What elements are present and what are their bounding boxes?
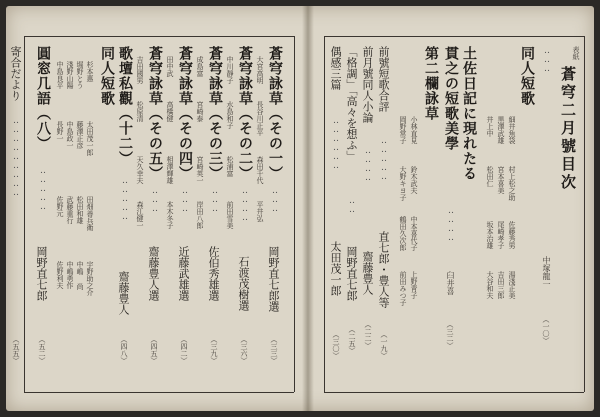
dojin-member: 田畑善兵衛 — [86, 196, 94, 231]
review-dots: ‥‥‥‥‥‥ — [331, 116, 341, 170]
eiso-name: 岸田八郎 — [196, 201, 204, 229]
review-author: 岡野直七郎 — [345, 246, 358, 301]
cover-pageno: （一〇） — [542, 316, 550, 344]
eiso-author: 石渡茂樹選 — [237, 256, 250, 311]
bottom-rule — [24, 392, 294, 393]
review-dots: ‥‥ — [347, 196, 357, 214]
dojin-member: 佐野利夫 — [56, 261, 64, 289]
eiso-pageno: （三九） — [210, 336, 218, 364]
eiso-name: 前田雪美 — [226, 201, 234, 229]
eiso-name: 田中武 — [166, 56, 174, 77]
review-title: 偶感三篇 — [329, 46, 342, 90]
top-rule — [324, 36, 584, 37]
right-page — [314, 6, 594, 411]
eiso-title: 蒼穹詠草（その一） — [267, 46, 283, 181]
dojin-member: 淺野山陽 — [66, 61, 74, 89]
eiso-name: 大宮高明 — [256, 56, 264, 84]
daini-member: 大野キヨ子 — [399, 166, 407, 201]
eiso-dots: ‥‥‥ — [180, 186, 190, 213]
eiso-name: 長谷川正平 — [256, 101, 264, 136]
daini-member: 前田みつ子 — [399, 271, 407, 306]
review-dots: ‥‥‥‥‥ — [379, 136, 389, 181]
eiso-pageno: （四五） — [150, 336, 158, 364]
eiso-name: 宮崎泰 — [196, 101, 204, 122]
dojin-member: 吉田三郎 — [497, 271, 505, 299]
eiso-name: 天久幸夫 — [136, 156, 144, 184]
essay-title-line1: 土佐日記に現れたる — [461, 46, 477, 181]
review-pageno: （三〇） — [332, 331, 340, 359]
page-title: 蒼穹二月號目次 — [559, 66, 577, 192]
eiso-name: 松浦富 — [226, 156, 234, 177]
eiso-dots: ‥‥‥ — [270, 186, 280, 213]
eiso-author: 齋藤豊人選 — [147, 246, 160, 301]
book-gutter — [302, 6, 314, 411]
dojin-member: 中島政一 — [66, 121, 74, 149]
dojin-member: 堀野とう — [76, 61, 84, 89]
left-page — [6, 6, 302, 411]
dojin-member: 松田和雄 — [76, 196, 84, 224]
cover-dots: ‥‥‥ — [542, 46, 552, 73]
eiso-author: 佐伯秀雄選 — [207, 246, 220, 301]
dojin-member: 宇野助之介 — [86, 261, 94, 296]
cover-author: 中塚龍一 — [542, 256, 551, 288]
dojin-member: 佐藤秀男 — [508, 221, 516, 249]
dojin-member: 長野一 — [56, 121, 64, 142]
eiso-name: 松原清 — [136, 101, 144, 122]
eiso-title: 蒼穹詠草（その三） — [207, 46, 223, 181]
dojin-member: 中島良平 — [56, 61, 64, 89]
dojin-tanka-heading: 同人短歌 — [99, 46, 115, 106]
eiso-name: 中川靜子 — [226, 56, 234, 84]
cover-label: 表紙 — [572, 46, 580, 60]
dojin-member: 松田仁 — [486, 166, 494, 187]
review-title: 前號短歌合評 — [377, 46, 390, 112]
open-book — [6, 6, 594, 411]
daini-eiso-heading: 第二欄詠草 — [423, 46, 439, 121]
review-pageno: （二二） — [364, 321, 372, 349]
dojin-member: 村上松之助 — [508, 166, 516, 201]
koen-dots: ‥‥‥‥‥ — [38, 166, 48, 211]
eiso-name: 高橋健 — [166, 101, 174, 122]
koen-author: 岡野直七郎 — [35, 246, 48, 301]
dojin-member: 細井魚袋 — [508, 116, 516, 144]
daini-member: 鈴木武夫 — [410, 166, 418, 194]
dojin-member: 尾崎孝子 — [497, 221, 505, 249]
dojin-member: 武藤重行 — [66, 196, 74, 224]
eiso-pageno: （四二） — [180, 336, 188, 364]
koen-pageno: （五二） — [38, 336, 46, 364]
right-rule — [294, 36, 295, 392]
dojin-member: 太田茂一郎 — [86, 121, 94, 156]
dojin-member: 宮本喜美 — [497, 166, 505, 194]
dojin-member: 中嶋勇作 — [66, 261, 74, 289]
eiso-name: 相澤輝雄 — [166, 156, 174, 184]
right-rule — [584, 36, 585, 392]
dojin-member: 井上中 — [486, 116, 494, 137]
dojin-member: 杉本惠 — [86, 61, 94, 82]
daini-member: 小林直見 — [410, 116, 418, 144]
koen-title: 圓窓几語（八） — [35, 46, 51, 151]
bottom-rule — [324, 392, 584, 393]
eiso-author: 近藤武雄選 — [177, 246, 190, 301]
eiso-title: 蒼穹詠草（その二） — [237, 46, 253, 181]
left-rule — [324, 36, 325, 392]
review-author: 太田茂一郎 — [329, 241, 342, 296]
kadan-pageno: （四八） — [120, 336, 128, 364]
eiso-name: 平井弘 — [256, 201, 264, 222]
eiso-pageno: （三三） — [270, 336, 278, 364]
review-pageno: （二五） — [348, 326, 356, 354]
dojin-member: 大谷和夫 — [486, 271, 494, 299]
essay-pageno: （三二） — [446, 321, 454, 349]
daini-member: 上野靑子 — [410, 271, 418, 299]
essay-author: 臼井喜 — [446, 271, 455, 295]
top-rule — [24, 36, 294, 37]
left-rule — [24, 36, 25, 392]
misc-dots: ‥‥‥‥‥‥‥‥‥ — [11, 116, 21, 197]
review-title: 「格調」「高々を想ふ」 — [345, 46, 358, 162]
essay-dots: ‥‥‥‥ — [446, 206, 456, 242]
eiso-dots: ‥‥‥ — [150, 186, 160, 213]
dojin-member: 佐野元 — [56, 196, 64, 217]
eiso-dots: ‥‥‥‥ — [240, 186, 250, 222]
misc-title: 寄合だより — [9, 46, 22, 101]
essay-title-line2: 貫之の短歌美學 — [443, 46, 459, 151]
review-author: 齋藤豊人 — [361, 251, 374, 295]
eiso-name: 宮崎英一 — [196, 156, 204, 184]
kadan-shikan-title: 歌壇私觀（十二） — [117, 46, 133, 166]
dojin-member: 黒澤武雄 — [497, 116, 505, 144]
review-pageno: （一九） — [380, 331, 388, 359]
daini-member: 岡野常子 — [399, 116, 407, 144]
kadan-author: 齋藤豊人 — [117, 271, 130, 315]
misc-pageno: （五五） — [12, 336, 20, 364]
kadan-dots: ‥‥‥‥‥ — [120, 176, 130, 221]
review-author: 直七郎・豊人等 — [377, 231, 390, 308]
dojin-tanka-heading: 同人短歌 — [519, 46, 535, 106]
dojin-member: 湯淺正美 — [508, 271, 516, 299]
eiso-name: 森江健一 — [136, 201, 144, 229]
daini-member: 鶴田久次郎 — [399, 216, 407, 251]
dojin-member: 中嶋 尚 — [76, 261, 84, 290]
eiso-name: 本木冬子 — [166, 201, 174, 229]
eiso-pageno: （三六） — [240, 336, 248, 364]
dojin-member: 藤澤正彦 — [76, 121, 84, 149]
eiso-name: 吉田國男 — [136, 56, 144, 84]
eiso-name: 成島富 — [196, 56, 204, 77]
eiso-title: 蒼穹詠草（その四） — [177, 46, 193, 181]
eiso-name: 水島和子 — [226, 101, 234, 129]
review-dots: ‥‥‥‥ — [363, 146, 373, 182]
review-title: 前月號同人小論 — [361, 46, 374, 123]
eiso-name: 森田千代 — [256, 156, 264, 184]
eiso-title: 蒼穹詠草（その五） — [147, 46, 163, 181]
daini-member: 中本喜代子 — [410, 216, 418, 251]
dojin-member: 坂本治雄 — [486, 221, 494, 249]
eiso-dots: ‥‥‥ — [210, 186, 220, 213]
eiso-author: 岡野直七郎選 — [267, 246, 280, 312]
